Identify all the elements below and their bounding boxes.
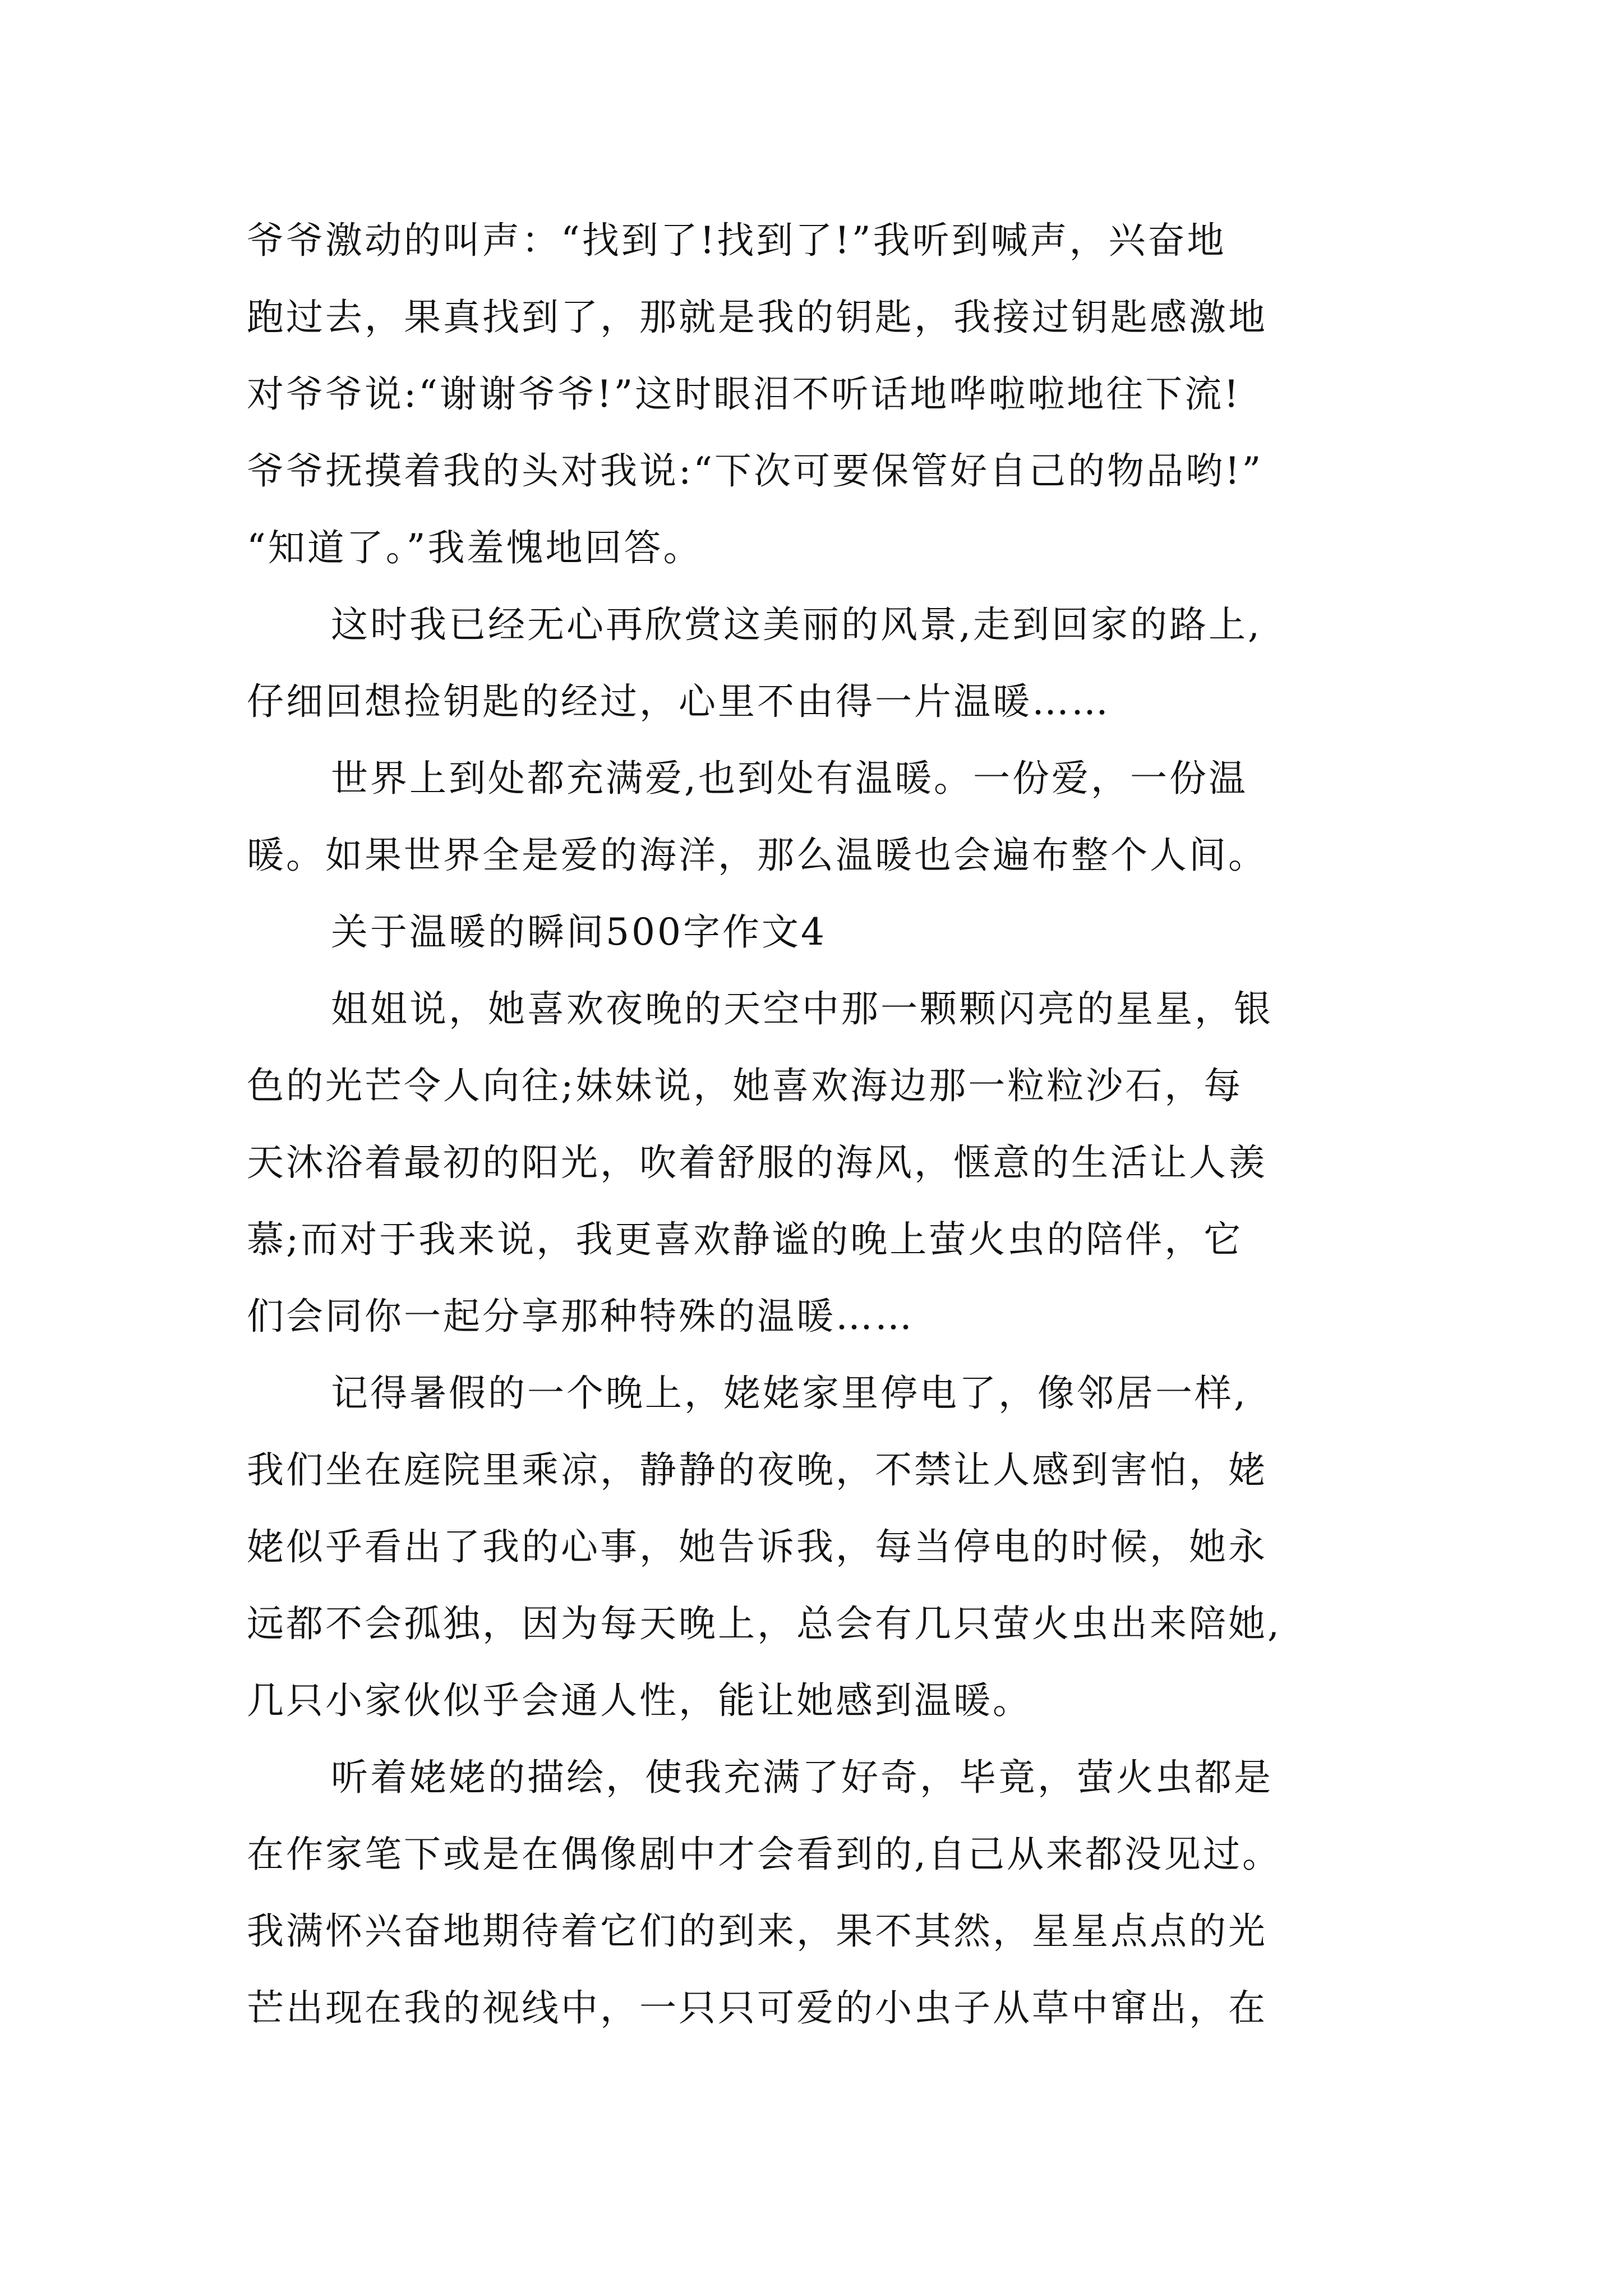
text-line: 我们坐在庭院里乘凉，静静的夜晚，不禁让人感到害怕，姥: [247, 1448, 1267, 1492]
text-line: 仔细回想捡钥匙的经过，心里不由得一片温暖……: [247, 680, 1110, 723]
paragraph-start-line: 世界上到处都充满爱,也到处有温暖。一份爱，一份温: [331, 757, 1248, 800]
text-line: 暖。如果世界全是爱的海洋，那么温暖也会遍布整个人间。: [247, 834, 1267, 877]
text-line: 慕;而对于我来说，我更喜欢静谧的晚上萤火虫的陪伴，它: [247, 1218, 1243, 1261]
text-line: 对爷爷说:“谢谢爷爷!”这时眼泪不听话地哗啦啦地往下流!: [247, 372, 1241, 416]
essay-text: [247, 202, 1385, 2046]
text-line: 们会同你一起分享那种特殊的温暖……: [247, 1295, 914, 1338]
text-line: 远都不会孤独，因为每天晚上，总会有几只萤火虫出来陪她,: [247, 1602, 1281, 1645]
text-line: “知道了。”我羞愧地回答。: [247, 526, 703, 569]
paragraph-start-line: 姐姐说，她喜欢夜晚的天空中那一颗颗闪亮的星星，银: [331, 987, 1273, 1030]
text-line: 姥似乎看出了我的心事，她告诉我，每当停电的时候，她永: [247, 1525, 1267, 1568]
text-line: 跑过去，果真找到了，那就是我的钥匙，我接过钥匙感激地: [247, 296, 1267, 339]
text-line: 芒出现在我的视线中，一只只可爱的小虫子从草中窜出，在: [247, 1986, 1267, 2030]
text-line: 色的光芒令人向往;妹妹说，她喜欢海边那一粒粒沙石，每: [247, 1064, 1243, 1107]
paragraph-start-line: 听着姥姥的描绘，使我充满了好奇，毕竟，萤火虫都是: [331, 1756, 1273, 1799]
text-line: 爷爷抚摸着我的头对我说:“下次可要保管好自己的物品哟!”: [247, 449, 1264, 493]
text-line: 天沐浴着最初的阳光，吹着舒服的海风，惬意的生活让人羡: [247, 1141, 1267, 1184]
paragraph-start-line: 记得暑假的一个晚上，姥姥家里停电了，像邻居一样,: [331, 1372, 1248, 1415]
paragraph-start-line: 这时我已经无心再欣赏这美丽的风景,走到回家的路上,: [331, 603, 1262, 646]
section-heading: 关于温暖的瞬间500字作文4: [331, 910, 827, 954]
text-line: 爷爷激动的叫声：“找到了!找到了!”我听到喊声，兴奋地: [247, 219, 1227, 262]
text-line: 几只小家伙似乎会通人性，能让她感到温暖。: [247, 1679, 1032, 1722]
text-line: 在作家笔下或是在偶像剧中才会看到的,自己从来都没见过。: [247, 1833, 1281, 1876]
text-line: 我满怀兴奋地期待着它们的到来，果不其然，星星点点的光: [247, 1910, 1267, 1953]
